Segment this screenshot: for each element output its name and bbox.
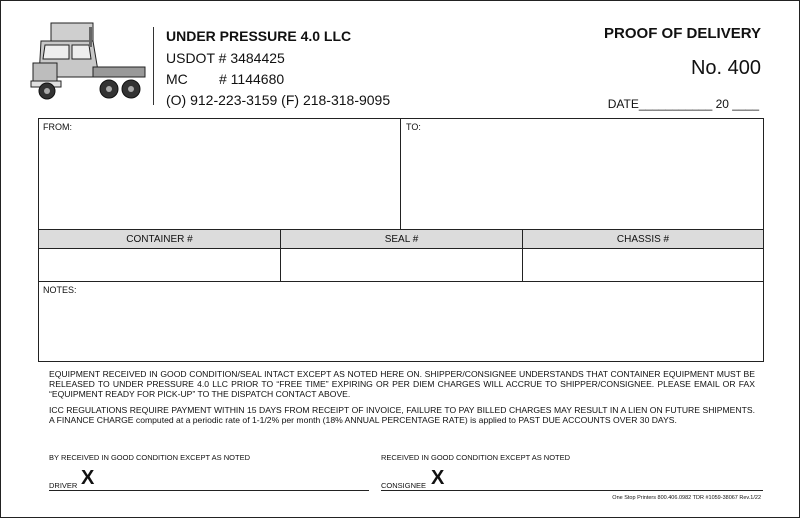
driver-label: DRIVER [49, 481, 78, 490]
consignee-signature-heading: RECEIVED IN GOOD CONDITION EXCEPT AS NOTED [381, 453, 571, 462]
phone-fax: (O) 912-223-3159 (F) 218-318-9095 [166, 92, 391, 108]
from-field[interactable] [39, 119, 401, 230]
container-header [39, 229, 281, 249]
notes-field[interactable] [39, 281, 763, 361]
printer-credit: One Stop Printers 800.406.0982 TDR #1059-38067 Rev.1/22 [612, 495, 761, 501]
driver-x-mark: X [81, 467, 95, 489]
mc-label: MC [166, 71, 188, 87]
from-label: FROM: [43, 122, 72, 132]
chassis-input[interactable] [523, 249, 763, 281]
container-label: CONTAINER # [126, 233, 193, 245]
terms-paragraph-2: ICC REGULATIONS REQUIRE PAYMENT WITHIN 15 DAYS FROM RECEIPT OF INVOICE, FAILURE TO PAY BILLED CHARGES MAY RESULT IN A LIEN ON FUTURE SHIPMENTS. A FINANCE CHARGE computed at a periodic rate of 1-1/2% per month (18% ANNUAL PERCENTAGE RATE) is applied to PAST DUE ACCOUNTS OVER 30 DAYS. [49, 405, 755, 425]
driver-signature-line[interactable] [49, 490, 369, 491]
date-field[interactable]: DATE___________ 20 ____ [607, 97, 759, 111]
form-number: No. 400 [690, 57, 761, 79]
to-field[interactable] [402, 119, 764, 230]
seal-label: SEAL # [384, 233, 419, 245]
usdot-number: USDOT # 3484425 [166, 50, 285, 66]
header-divider [153, 27, 154, 105]
notes-label: NOTES: [43, 285, 77, 295]
consignee-x-mark: X [431, 467, 445, 489]
terms-paragraph-1: EQUIPMENT RECEIVED IN GOOD CONDITION/SEAL INTACT EXCEPT AS NOTED HERE ON. SHIPPER/CONSIGNEE UNDERSTANDS THAT CONTAINER EQUIPMENT MUST BE RELEASED TO UNDER PRESSURE 4.0 LLC PRIOR TO “FREE TIME” EXPIRING OR PER DIEM CHARGES WILL ACCRUE TO SHIPPER/CONSIGNEE. PLEASE EMAIL OR FAX “EQUIPMENT READY FOR PICK-UP” TO THE DISPATCH CONTACT ABOVE. [49, 369, 755, 399]
seal-input[interactable] [281, 249, 523, 281]
consignee-signature-line[interactable] [381, 490, 763, 491]
company-name: UNDER PRESSURE 4.0 LLC [166, 28, 352, 44]
chassis-label: CHASSIS # [616, 233, 670, 245]
container-input[interactable] [39, 249, 281, 281]
semi-truck-logo [29, 19, 151, 105]
seal-header [281, 229, 523, 249]
chassis-header [523, 229, 763, 249]
driver-signature-heading: BY RECEIVED IN GOOD CONDITION EXCEPT AS NOTED [49, 453, 251, 462]
consignee-label: CONSIGNEE [381, 481, 427, 490]
mc-number: # 1144680 [219, 71, 285, 87]
to-label: TO: [406, 122, 421, 132]
form-title: PROOF OF DELIVERY [604, 25, 761, 42]
